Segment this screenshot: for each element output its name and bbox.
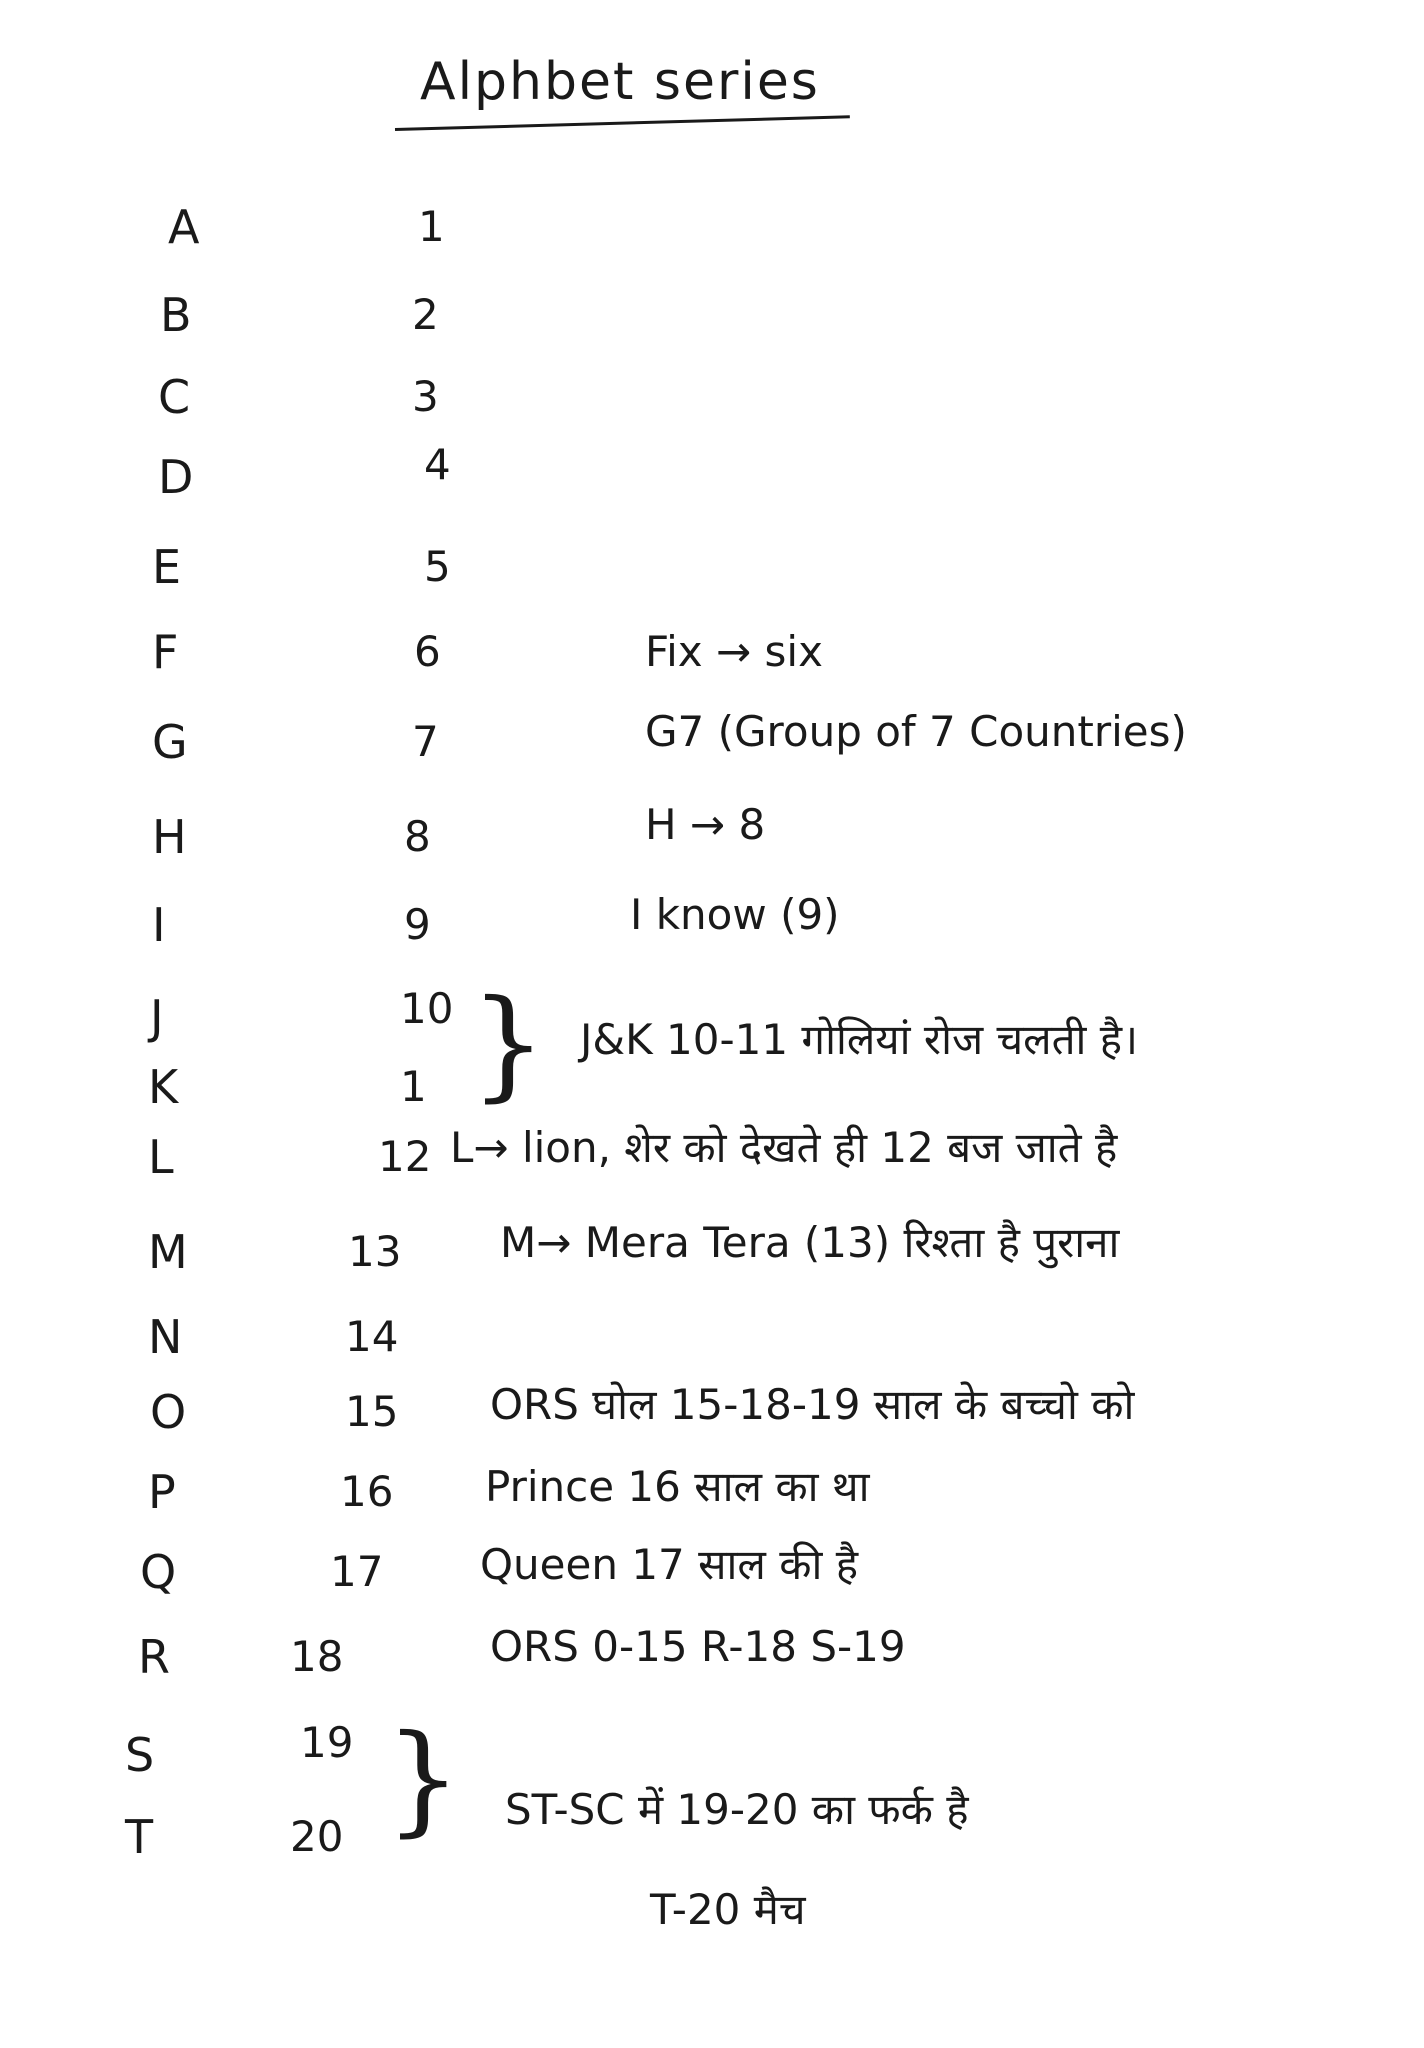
letter: M [148,1225,188,1279]
letter: D [158,450,194,504]
row-p [0,1462,1424,1545]
letter: B [160,288,192,342]
number: 1 [418,202,445,251]
number: 7 [412,717,439,766]
row-b [0,288,1424,368]
number: 14 [345,1312,399,1361]
letter: T [125,1810,154,1864]
number: 6 [414,627,441,676]
letter: L [148,1130,174,1184]
mnemonic-note: Prince 16 साल का था [485,1462,870,1511]
letter: K [148,1060,179,1114]
letter: S [125,1728,155,1782]
number: 19 [300,1718,354,1767]
row-g [0,707,1424,795]
letter: O [150,1385,187,1439]
row-d [0,440,1424,530]
letter: H [152,810,187,864]
brace-s-t: } [385,1710,462,1849]
row-o [0,1380,1424,1465]
number: 15 [345,1387,399,1436]
title-underline [395,115,850,131]
mnemonic-note: ST-SC में 19-20 का फर्क है [505,1785,969,1834]
letter: A [168,200,200,254]
row-l [0,1123,1424,1210]
letter: E [152,540,182,594]
number: 1 [400,1062,427,1111]
brace-j-k: } [470,975,547,1114]
number: 2 [412,290,439,339]
row-a [0,200,1424,280]
mnemonic-note: J&K 10-11 गोलियां रोज चलती है। [580,1015,1138,1064]
number: 8 [404,812,431,861]
extra-note: T-20 मैच [650,1885,806,1934]
mnemonic-note: G7 (Group of 7 Countries) [645,707,1187,756]
letter: G [152,715,188,769]
number: 13 [348,1227,402,1276]
letter: R [138,1630,170,1684]
row-c [0,370,1424,450]
mnemonic-note: I know (9) [630,890,840,939]
letter: Q [140,1545,177,1599]
number: 10 [400,984,454,1033]
row-j [0,984,1424,1070]
number: 17 [330,1547,384,1596]
row-m [0,1218,1424,1305]
mnemonic-note: Queen 17 साल की है [480,1540,859,1589]
row-f [0,625,1424,705]
mnemonic-note: H → 8 [645,800,766,849]
number: 12 [378,1132,432,1181]
mnemonic-note: Fix → six [645,627,823,676]
number: 5 [424,542,451,591]
letter: F [152,625,179,679]
letter: J [150,990,164,1044]
letter: N [148,1310,183,1364]
row-e [0,540,1424,620]
row-r [0,1622,1424,1710]
number: 18 [290,1632,344,1681]
row-i [0,890,1424,978]
number: 4 [424,440,451,489]
page-title: Alphbet series [420,52,820,112]
row-q [0,1540,1424,1625]
letter: C [158,370,191,424]
mnemonic-note: ORS घोल 15-18-19 साल के बच्चो को [490,1380,1135,1429]
number: 3 [412,372,439,421]
mnemonic-note: L→ lion, शेर को देखते ही 12 बज जाते है [450,1123,1118,1172]
number: 9 [404,900,431,949]
mnemonic-note: M→ Mera Tera (13) रिश्ता है पुराना [500,1218,1120,1267]
letter: I [152,898,166,952]
number: 20 [290,1812,344,1861]
mnemonic-note: ORS 0-15 R-18 S-19 [490,1622,906,1671]
row-t [0,1785,1424,1890]
row-h [0,800,1424,890]
letter: P [148,1465,176,1519]
number: 16 [340,1467,394,1516]
